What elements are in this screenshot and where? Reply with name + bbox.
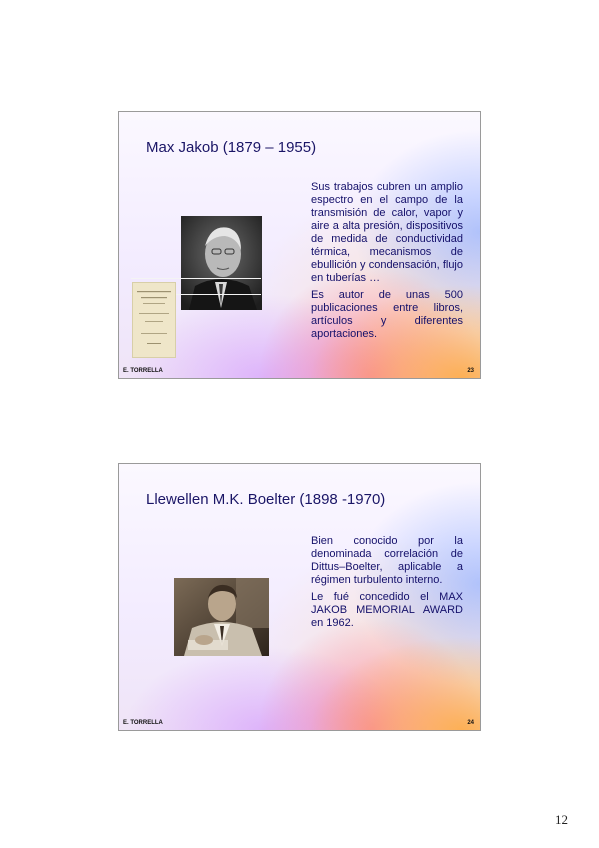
book-cover-image	[132, 282, 176, 358]
paragraph: Bien conocido por la denominada correlación de Dittus–Boelter, aplicable a régimen turbulento interno.	[311, 535, 463, 586]
slide-number: 23	[467, 368, 474, 374]
slide-24	[118, 463, 481, 731]
portrait-photo-boelter	[174, 578, 269, 656]
slide-23	[118, 111, 481, 379]
footer-author: E. TORRELLA	[123, 720, 163, 726]
paragraph: Le fué concedido el MAX JAKOB MEMORIAL AWARD en 1962.	[311, 591, 463, 629]
page-number: 12	[555, 812, 568, 827]
slide-number: 24	[467, 720, 474, 726]
paragraph: Es autor de unas 500 publicaciones entre libros, artículos y diferentes aportaciones.	[311, 289, 463, 340]
paragraph: Sus trabajos cubren un amplio espectro en el campo de la transmisión de calor, vapor y aire a alta presión, dispositivos de medida de conductividad térmica, mecanismos de ebullición y condensación, flujo en tuberías …	[311, 181, 463, 284]
slide-body-text	[311, 181, 463, 345]
slide-title: Llewellen M.K. Boelter (1898 -1970)	[146, 491, 386, 508]
portrait-photo-max-jakob	[181, 216, 262, 310]
slide-title: Max Jakob (1879 – 1955)	[146, 139, 317, 156]
slide-body-text	[311, 535, 463, 634]
footer-author: E. TORRELLA	[123, 368, 163, 374]
divider-line	[131, 278, 261, 279]
